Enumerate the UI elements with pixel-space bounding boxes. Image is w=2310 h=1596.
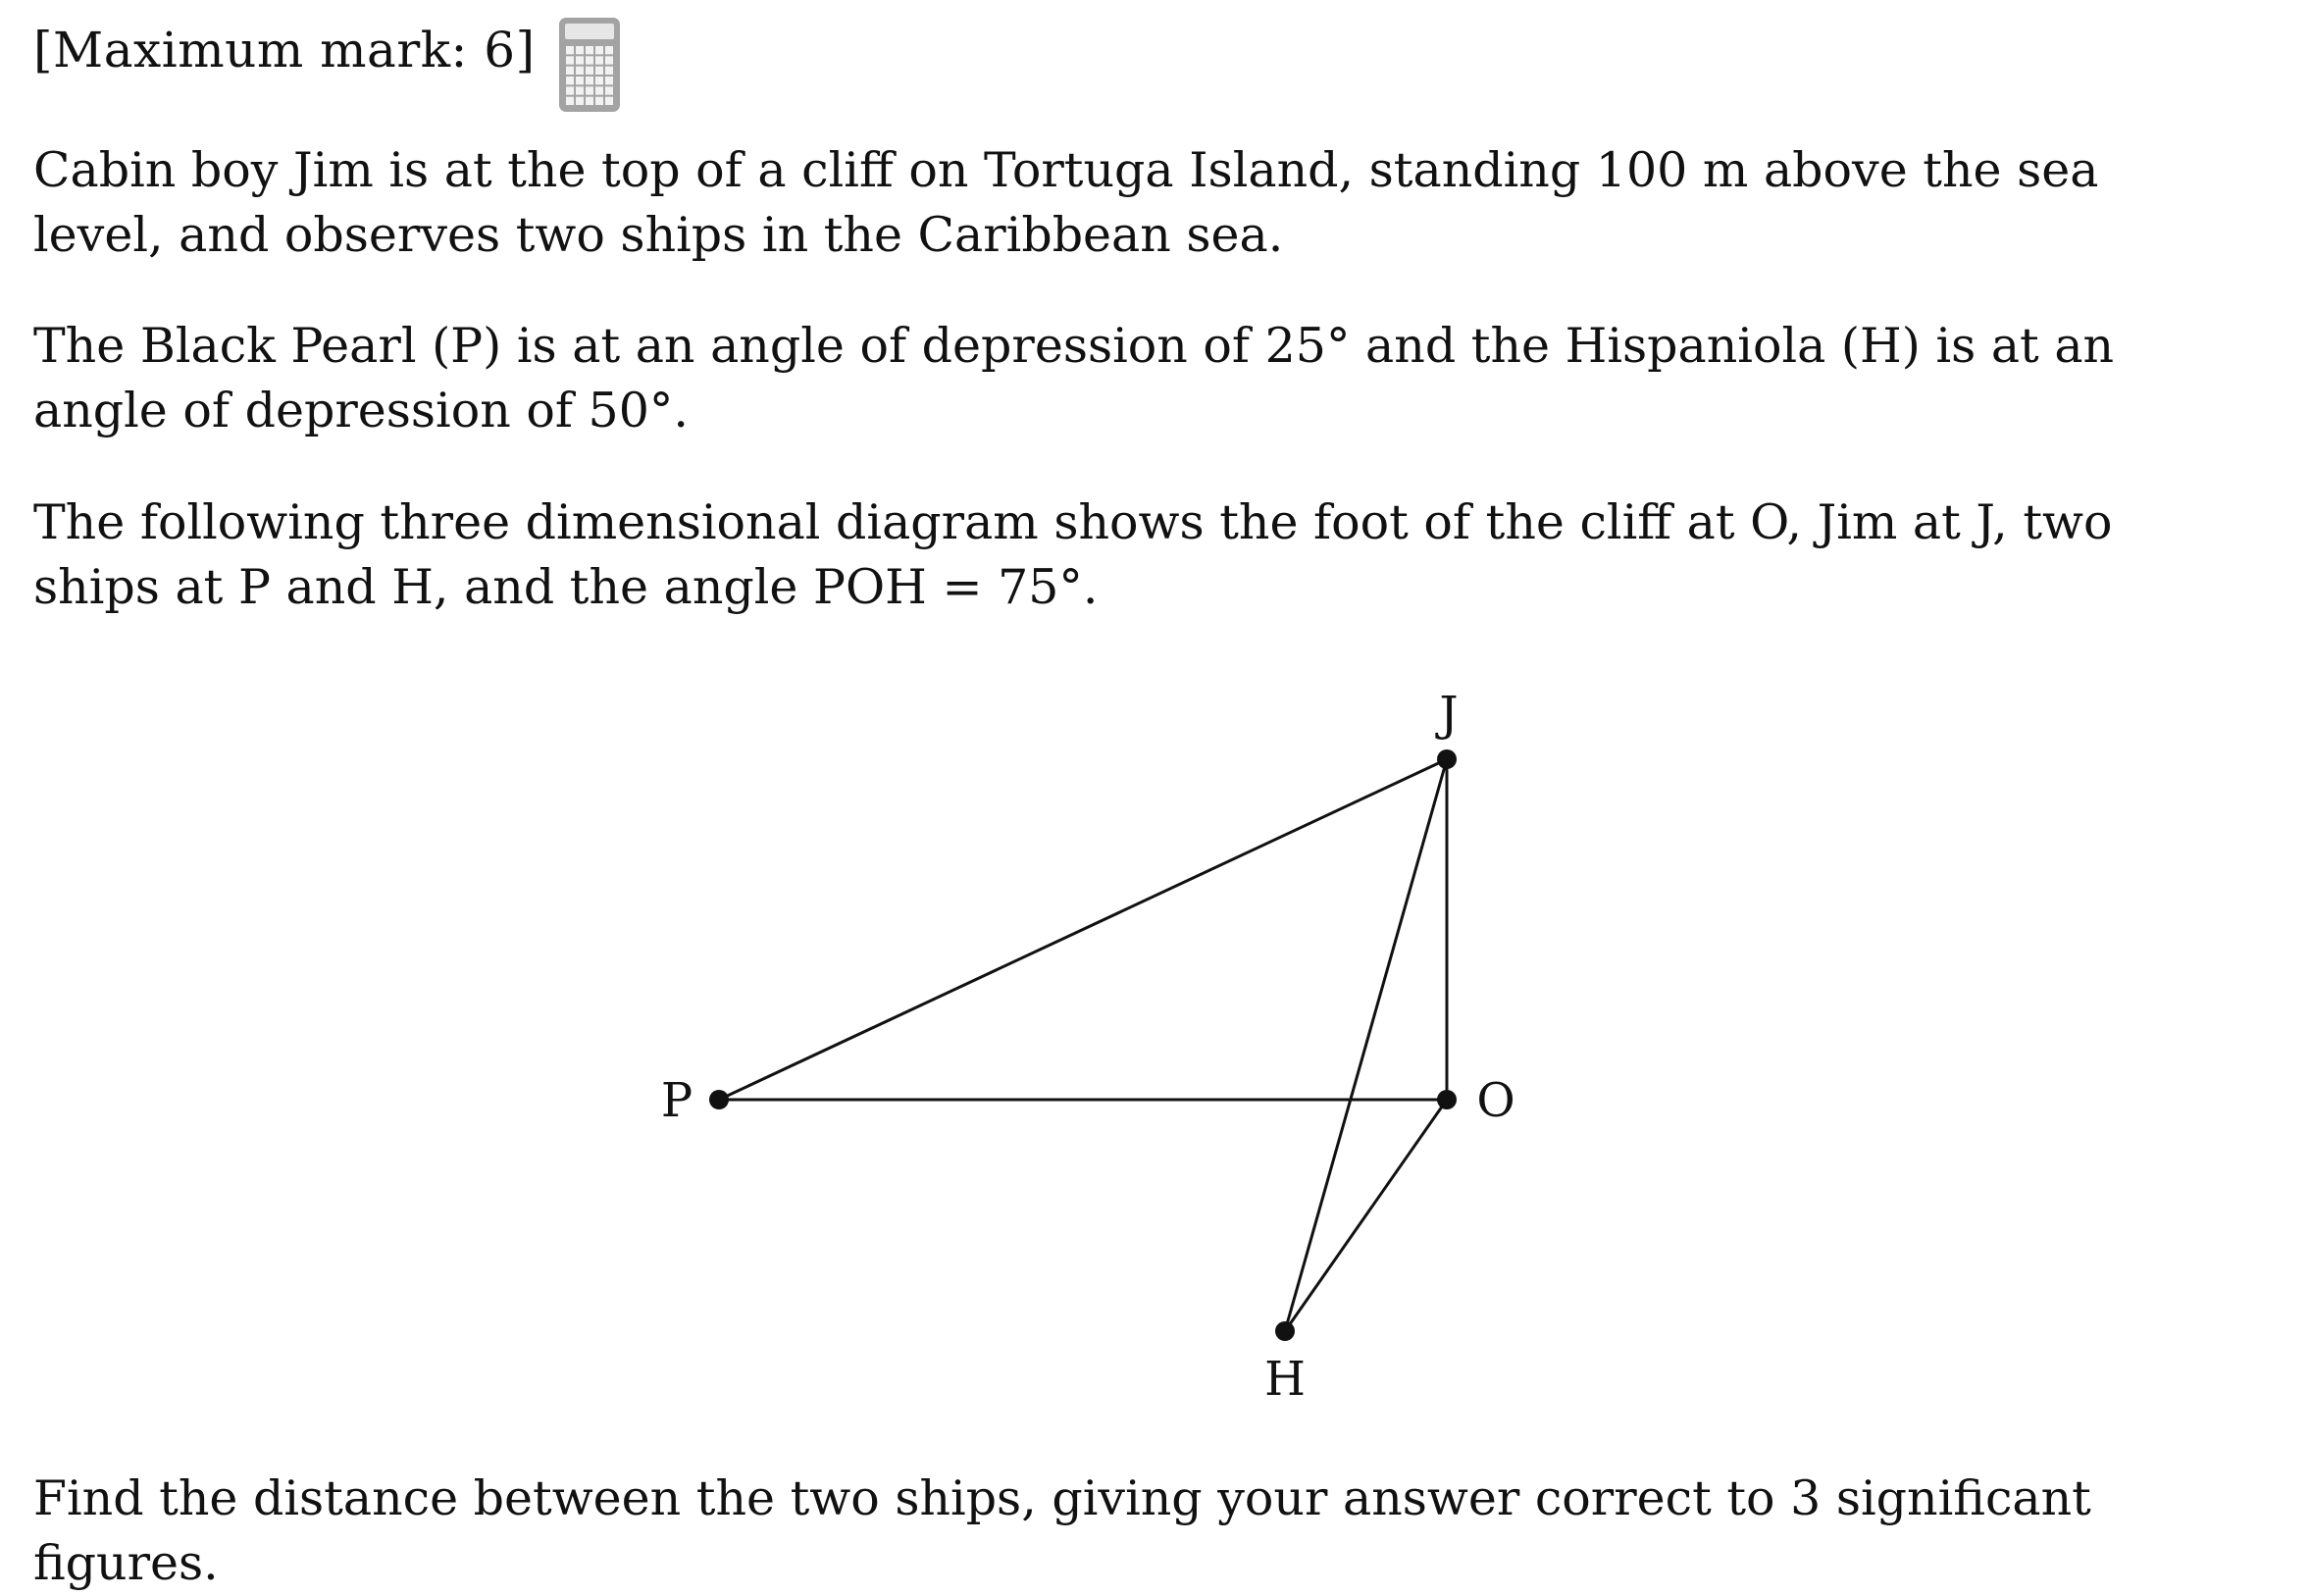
calculator-key [605, 77, 613, 84]
calculator-key [566, 86, 574, 94]
calculator-key [605, 97, 613, 105]
line-OH [1285, 1100, 1447, 1331]
point-H [1275, 1321, 1295, 1341]
calculator-icon [557, 16, 622, 114]
label-J: J [1439, 687, 1459, 742]
label-O: O [1476, 1073, 1515, 1128]
calculator-key [566, 97, 574, 105]
question-header [33, 22, 536, 78]
calculator-key [605, 67, 613, 75]
calculator-key [576, 46, 584, 54]
calculator-key [605, 46, 613, 54]
label-P: P [660, 1073, 693, 1128]
calculator-key [576, 67, 584, 75]
calculator-key [595, 86, 603, 94]
calculator-key [595, 77, 603, 84]
label-H: H [1264, 1352, 1306, 1407]
calculator-key [566, 56, 574, 64]
angles-paragraph: The Black Pearl (P) is at an angle of depression of 25° and the Hispaniola (H) is at an angle of depression of 50°. [33, 318, 2115, 438]
calculator-key [586, 46, 593, 54]
line-JH [1285, 759, 1447, 1331]
calculator-key [566, 77, 574, 84]
calculator-key [576, 77, 584, 84]
calculator-key [576, 97, 584, 105]
calculator-key [586, 86, 593, 94]
line-JP [719, 759, 1447, 1100]
calculator-key [595, 67, 603, 75]
calculator-key [566, 67, 574, 75]
calculator-key [576, 86, 584, 94]
point-O [1437, 1090, 1457, 1109]
calculator-key [595, 97, 603, 105]
calculator-key [586, 97, 593, 105]
calculator-key [595, 46, 603, 54]
calculator-key [605, 86, 613, 94]
calculator-key [566, 46, 574, 54]
maximum-mark-label: [Maximum mark: 6] [33, 22, 536, 78]
point-J [1437, 749, 1457, 769]
calculator-key [586, 56, 593, 64]
calculator-key [586, 67, 593, 75]
question-prompt: Find the distance between the two ships, giving your answer correct to 3 significant figures. [33, 1470, 2091, 1591]
calculator-key [576, 56, 584, 64]
point-P [709, 1090, 729, 1109]
scenario-paragraph: Cabin boy Jim is at the top of a cliff on Tortuga Island, standing 100 m above the sea level, and observes two ships in the Caribbean sea. [33, 142, 2099, 263]
calculator-key [595, 56, 603, 64]
calculator-key [586, 77, 593, 84]
diagram-description-paragraph: The following three dimensional diagram shows the foot of the cliff at O, Jim at J, two ships at P and H, and the angle POH = 75°. [33, 494, 2113, 615]
calculator-key [605, 56, 613, 64]
